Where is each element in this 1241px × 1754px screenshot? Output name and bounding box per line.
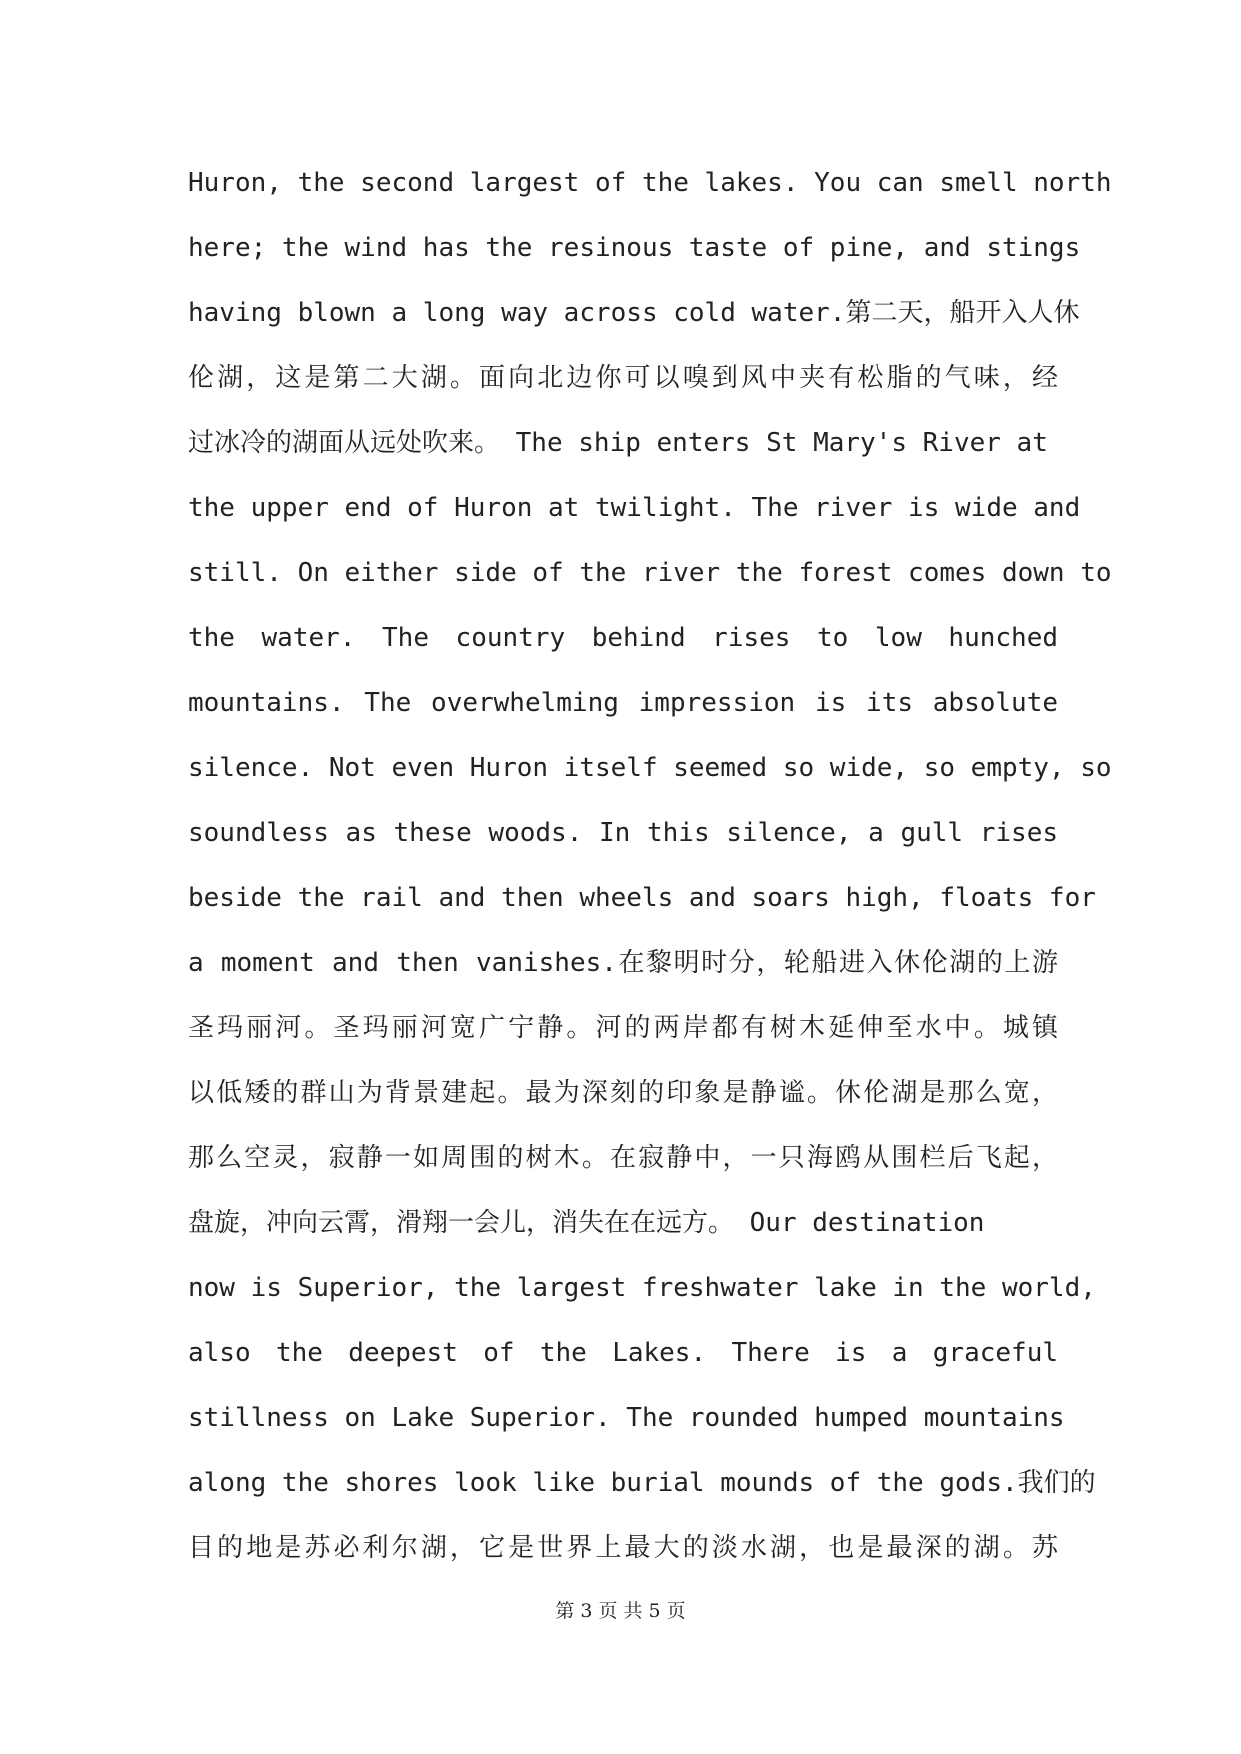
text-line: still. On either side of the river the forest comes down to: [188, 558, 1112, 588]
text-line: Huron, the second largest of the lakes. You can smell north: [188, 168, 1112, 198]
text-line: also the deepest of the Lakes. There is a graceful: [188, 1338, 1058, 1368]
text-line: silence. Not even Huron itself seemed so wide, so empty, so: [188, 753, 1112, 783]
text-line: a moment and then vanishes.在黎明时分，轮船进入休伦湖的上游: [188, 948, 1058, 978]
text-line: having blown a long way across cold water.第二天，船开入人休: [188, 298, 1080, 328]
text-line: 圣玛丽河。圣玛丽河宽广宁静。河的两岸都有树木延伸至水中。城镇: [188, 1013, 1058, 1043]
text-line: soundless as these woods. In this silence, a gull rises: [188, 818, 1058, 848]
text-line: 目的地是苏必利尔湖，它是世界上最大的淡水湖，也是最深的湖。苏: [188, 1533, 1058, 1563]
text-line: here; the wind has the resinous taste of pine, and stings: [188, 233, 1081, 263]
text-line: 伦湖，这是第二大湖。面向北边你可以嗅到风中夹有松脂的气味，经: [188, 363, 1058, 393]
text-line: 过冰冷的湖面从远处吹来。 The ship enters St Mary's River at: [188, 428, 1048, 458]
text-line: mountains. The overwhelming impression is its absolute: [188, 688, 1058, 718]
text-line: beside the rail and then wheels and soars high, floats for: [188, 883, 1096, 913]
text-line: 盘旋，冲向云霄，滑翔一会儿，消失在在远方。 Our destination: [188, 1208, 985, 1238]
text-line: 那么空灵，寂静一如周围的树木。在寂静中，一只海鸥从围栏后飞起，: [188, 1143, 1058, 1173]
text-line: 以低矮的群山为背景建起。最为深刻的印象是静谧。休伦湖是那么宽，: [188, 1078, 1058, 1108]
page-number-footer: 第 3 页 共 5 页: [555, 1600, 686, 1622]
text-line: now is Superior, the largest freshwater lake in the world,: [188, 1273, 1096, 1303]
text-line: along the shores look like burial mounds of the gods.我们的: [188, 1468, 1096, 1498]
text-line: the upper end of Huron at twilight. The river is wide and: [188, 493, 1081, 523]
document-body: [188, 153, 1112, 1583]
text-line: the water. The country behind rises to low hunched: [188, 623, 1058, 653]
text-line: stillness on Lake Superior. The rounded humped mountains: [188, 1403, 1065, 1433]
